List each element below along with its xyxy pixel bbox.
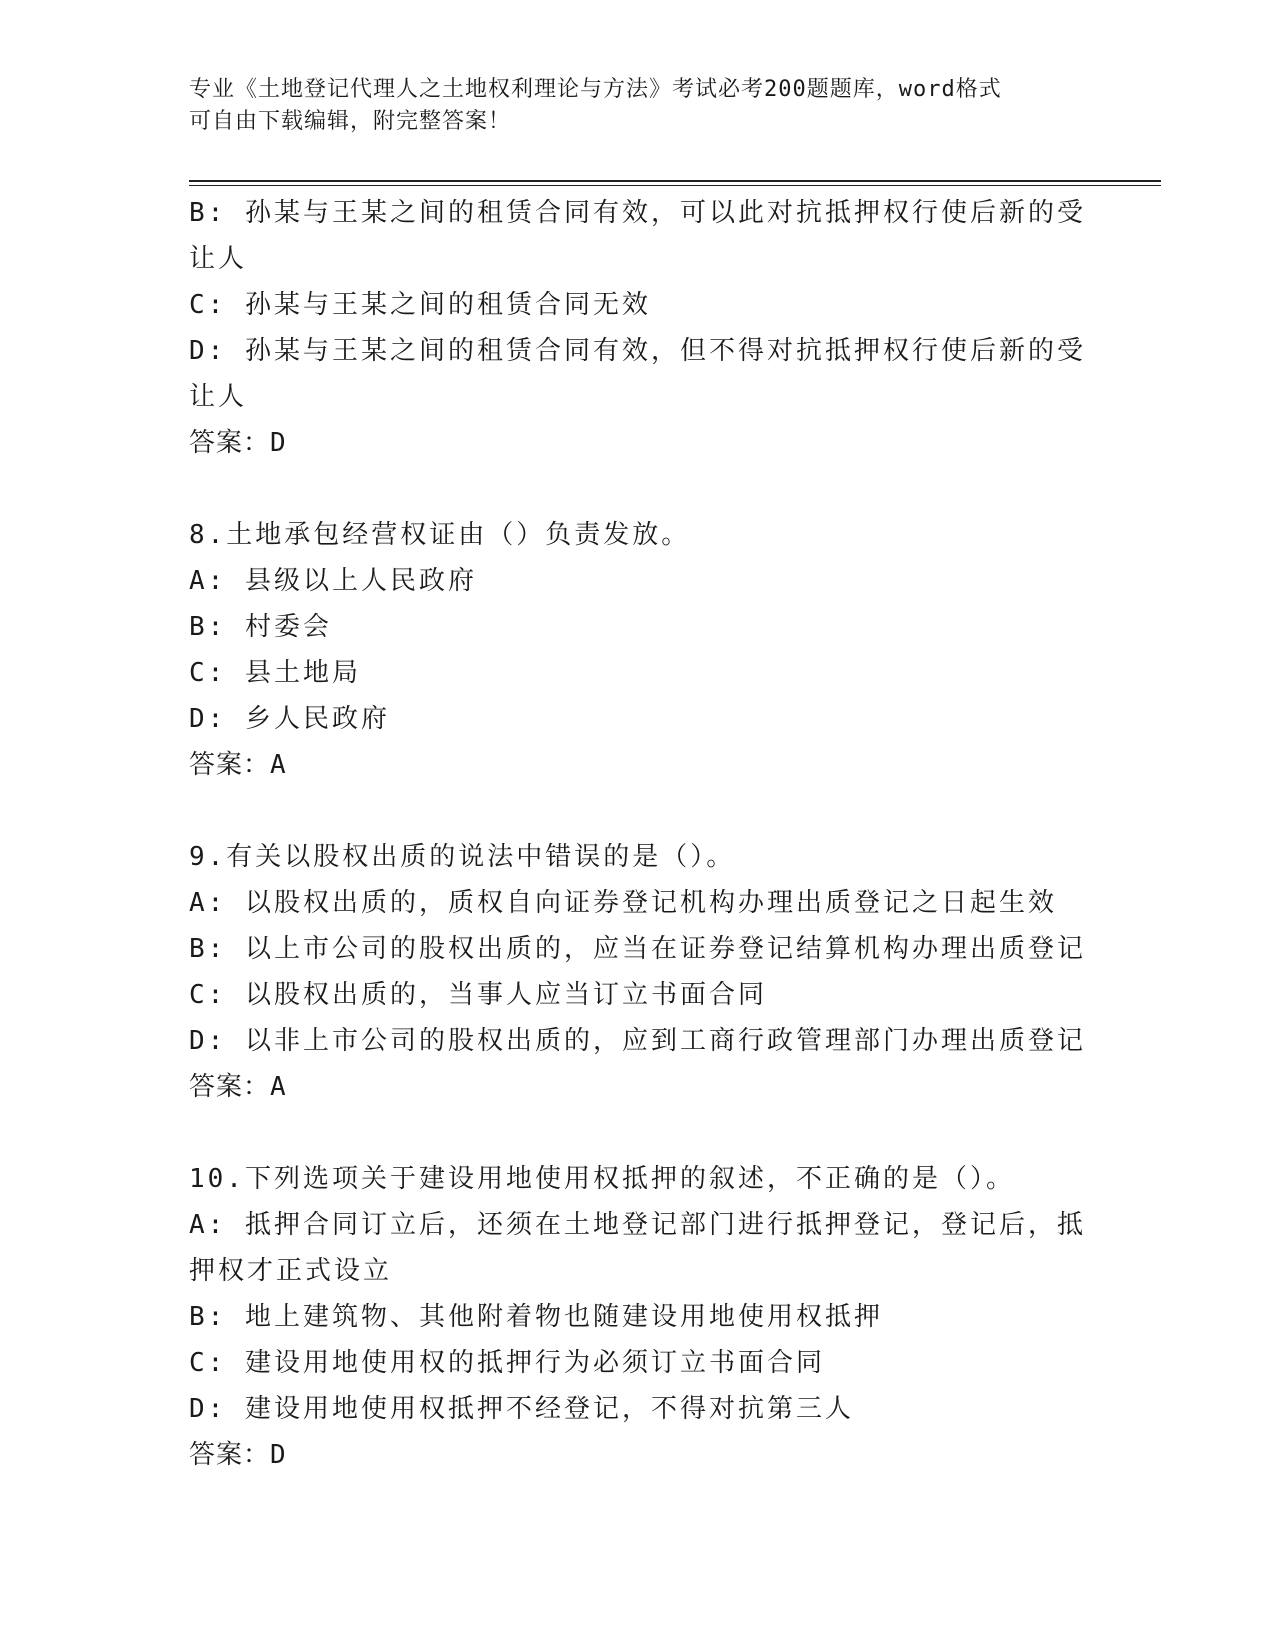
option-d: D: 乡人民政府 <box>189 704 390 734</box>
option-d-line2: 让人 <box>189 382 248 412</box>
option-c: C: 县土地局 <box>189 658 361 688</box>
question-7-tail <box>189 190 1109 466</box>
header-rule-thin <box>189 185 1161 186</box>
spacer <box>189 1110 1109 1156</box>
header-rule-thick <box>189 180 1161 182</box>
option-b: B: 村委会 <box>189 612 332 642</box>
question-stem: 9.有关以股权出质的说法中错误的是（）。 <box>189 842 736 872</box>
question-10 <box>189 1156 1109 1478</box>
spacer <box>189 788 1109 834</box>
document-header <box>189 74 1089 138</box>
answer-label: 答案：D <box>189 1440 287 1470</box>
header-title-line2: 可自由下载编辑，附完整答案！ <box>189 109 512 134</box>
option-c: C: 建设用地使用权的抵押行为必须订立书面合同 <box>189 1348 825 1378</box>
spacer <box>189 466 1109 512</box>
option-a-line1: A: 抵押合同订立后，还须在土地登记部门进行抵押登记，登记后，抵 <box>189 1210 1086 1240</box>
header-title-line1: 专业《土地登记代理人之土地权利理论与方法》考试必考200题题库，word格式 <box>189 77 1002 102</box>
answer-label: 答案：A <box>189 1072 287 1102</box>
question-stem: 8.土地承包经营权证由（）负责发放。 <box>189 520 691 550</box>
answer-label: 答案：D <box>189 428 287 458</box>
option-c: C: 以股权出质的，当事人应当订立书面合同 <box>189 980 767 1010</box>
question-8 <box>189 512 1109 788</box>
question-stem: 10.下列选项关于建设用地使用权抵押的叙述，不正确的是（）。 <box>189 1164 1015 1194</box>
option-a: A: 县级以上人民政府 <box>189 566 477 596</box>
option-c: C: 孙某与王某之间的租赁合同无效 <box>189 290 651 320</box>
option-b-line1: B: 孙某与王某之间的租赁合同有效，可以此对抗抵押权行使后新的受 <box>189 198 1086 228</box>
option-d: D: 以非上市公司的股权出质的，应到工商行政管理部门办理出质登记 <box>189 1026 1086 1056</box>
question-9 <box>189 834 1109 1110</box>
option-b: B: 以上市公司的股权出质的，应当在证券登记结算机构办理出质登记 <box>189 934 1086 964</box>
answer-label: 答案：A <box>189 750 287 780</box>
option-a: A: 以股权出质的，质权自向证券登记机构办理出质登记之日起生效 <box>189 888 1057 918</box>
question-content <box>189 190 1109 1478</box>
option-a-line2: 押权才正式设立 <box>189 1256 393 1286</box>
option-d: D: 建设用地使用权抵押不经登记，不得对抗第三人 <box>189 1394 854 1424</box>
option-b: B: 地上建筑物、其他附着物也随建设用地使用权抵押 <box>189 1302 883 1332</box>
option-d-line1: D: 孙某与王某之间的租赁合同有效，但不得对抗抵押权行使后新的受 <box>189 336 1086 366</box>
option-b-line2: 让人 <box>189 244 248 274</box>
